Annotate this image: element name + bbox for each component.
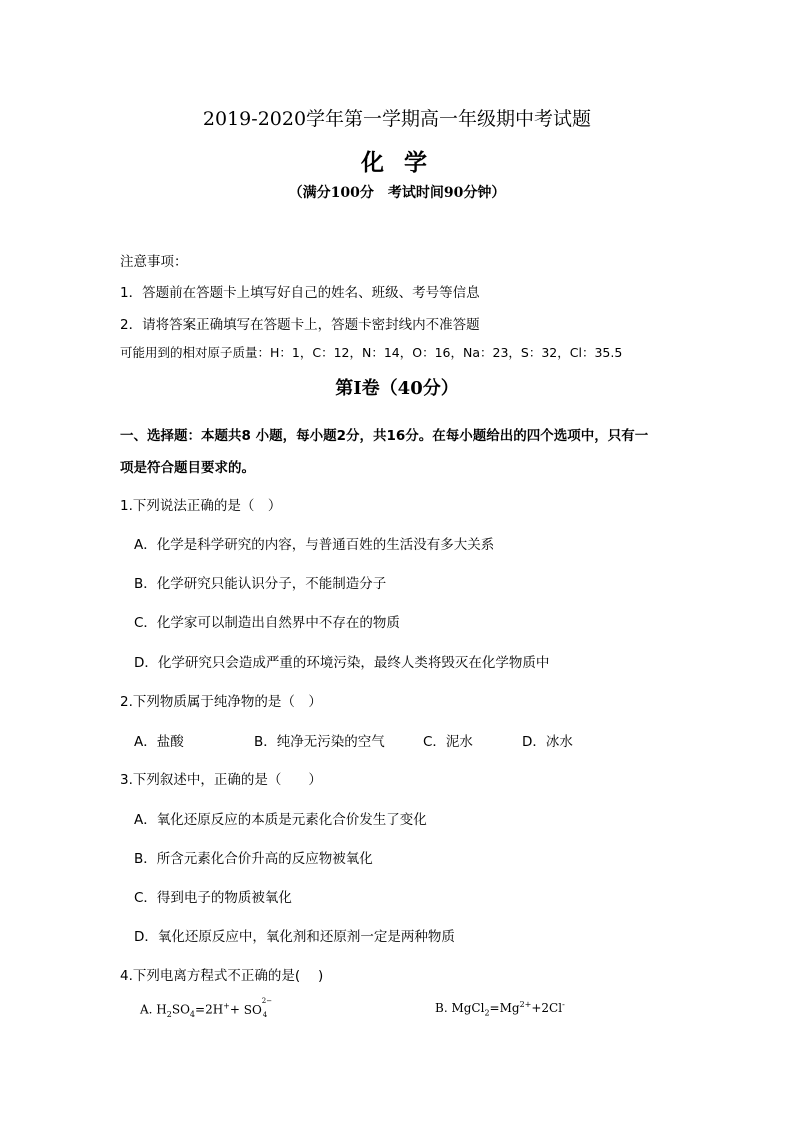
note-item-1: 1．答题前在答题卡上填写好自己的姓名、班级、考号等信息: [120, 285, 480, 301]
atomic-masses: 可能用到的相对原子质量：H：1，C：12，N：14，O：16，Na：23，S：32，Cl：35.5: [120, 345, 623, 360]
question-2-option-c: C．泥水: [423, 734, 473, 750]
section-instruction-line1: 一、选择题：本题共8 小题，每小题2分，共16分。在每小题给出的四个选项中，只有一: [120, 428, 649, 444]
notes-heading: 注意事项：: [120, 254, 188, 270]
question-2-option-d: D．冰水: [522, 734, 573, 750]
question-2-option-a: A．盐酸: [134, 734, 184, 750]
question-1-option-c: C．化学家可以制造出自然界中不存在的物质: [134, 615, 400, 631]
exam-subtitle: （满分100分 考试时间90分钟）: [288, 185, 506, 201]
section-instruction-line2: 项是符合题目要求的。: [120, 460, 255, 476]
exam-title: 2019-2020学年第一学期高一年级期中考试题: [202, 108, 592, 130]
question-2-stem: 2.下列物质属于纯净物的是（ ）: [120, 694, 322, 710]
question-4-option-b: B. $MgCl_2=Mg^{2+}+2Cl^-$: [435, 1000, 565, 1018]
question-4-stem: 4.下列电离方程式不正确的是( ): [120, 968, 324, 984]
question-3-option-c: C．得到电子的物质被氧化: [134, 890, 292, 906]
subject-title: 化 学: [360, 150, 433, 176]
sulfate-ion: SO 2− 4: [243, 997, 273, 1019]
question-2-option-b: B．纯净无污染的空气: [254, 734, 385, 750]
question-3-option-a: A．氧化还原反应的本质是元素化合价发生了变化: [134, 812, 427, 828]
question-1-stem: 1.下列说法正确的是（ ）: [120, 498, 282, 514]
question-1-option-b: B．化学研究只能认识分子，不能制造分子: [134, 576, 387, 592]
question-4-option-a: A. $H_2SO_4=2H^++$ SO 2− 4: [140, 997, 273, 1019]
section-title: 第Ⅰ卷（40分）: [335, 378, 459, 399]
question-3-option-b: B．所含元素化合价升高的反应物被氧化: [134, 851, 373, 867]
note-item-2: 2．请将答案正确填写在答题卡上，答题卡密封线内不准答题: [120, 317, 480, 333]
question-3-option-d: D．氧化还原反应中，氧化剂和还原剂一定是两种物质: [134, 929, 455, 945]
question-1-option-d: D．化学研究只会造成严重的环境污染，最终人类将毁灭在化学物质中: [134, 655, 550, 671]
question-1-option-a: A．化学是科学研究的内容，与普通百姓的生活没有多大关系: [134, 537, 495, 553]
question-3-stem: 3.下列叙述中，正确的是（ ）: [120, 772, 322, 788]
